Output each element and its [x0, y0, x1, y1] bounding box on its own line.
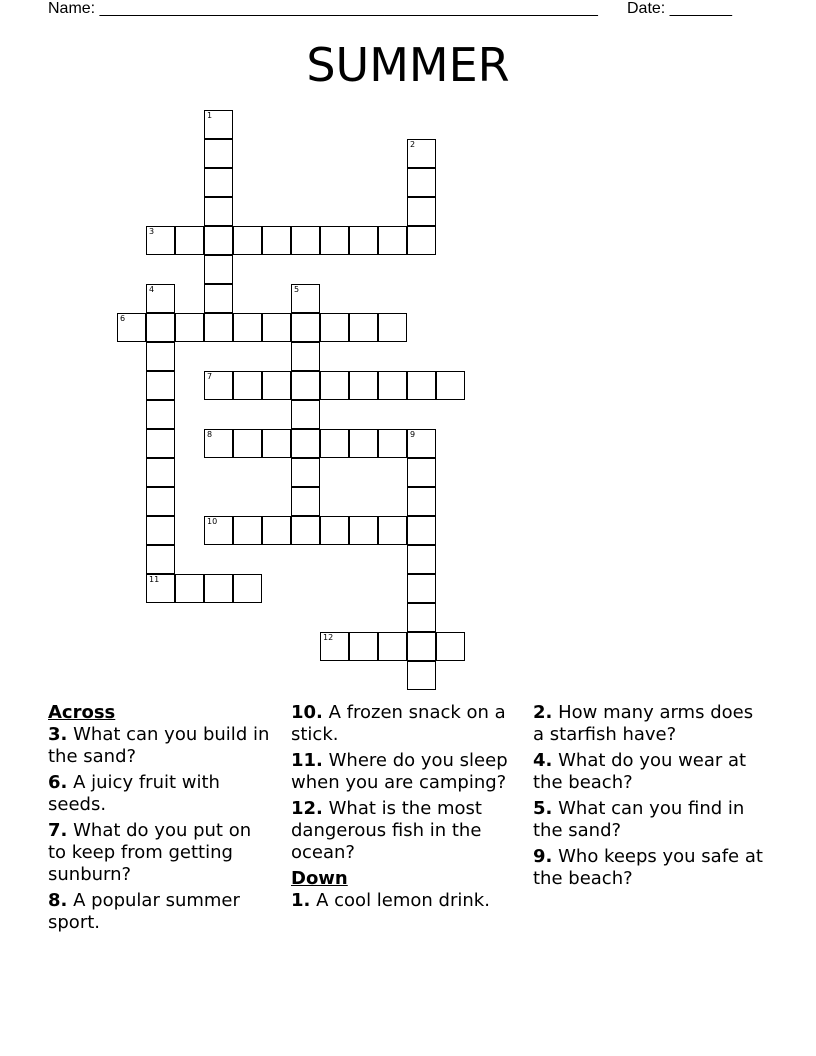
grid-cell[interactable] [146, 313, 175, 342]
grid-cell[interactable] [407, 661, 436, 690]
clue-text: A juicy fruit with seeds. [48, 772, 220, 815]
grid-cell[interactable] [146, 371, 175, 400]
date-field-label: Date: _______ [627, 0, 732, 17]
grid-cell[interactable] [436, 371, 465, 400]
grid-cell[interactable] [146, 516, 175, 545]
grid-cell[interactable] [204, 168, 233, 197]
cell-number: 12 [323, 633, 334, 642]
cell-number: 11 [149, 575, 160, 584]
cell-number: 10 [207, 517, 218, 526]
clue-down-5 [533, 798, 763, 842]
grid-cell[interactable] [407, 458, 436, 487]
grid-cell[interactable] [291, 371, 320, 400]
grid-cell[interactable] [146, 487, 175, 516]
grid-cell[interactable] [291, 487, 320, 516]
grid-cell[interactable] [349, 632, 378, 661]
grid-cell[interactable] [291, 429, 320, 458]
clue-text: A frozen snack on a stick. [291, 702, 506, 745]
grid-cell[interactable] [320, 516, 349, 545]
grid-cell[interactable] [204, 255, 233, 284]
clue-number: 7. [48, 820, 68, 841]
grid-cell[interactable] [175, 226, 204, 255]
clue-across-11 [291, 750, 519, 794]
grid-cell[interactable] [320, 313, 349, 342]
grid-cell[interactable] [378, 371, 407, 400]
grid-cell[interactable] [204, 429, 233, 458]
name-field-label: Name: ________________________________________________________ [48, 0, 598, 17]
grid-cell[interactable] [204, 197, 233, 226]
clue-number: 12. [291, 798, 323, 819]
clue-number: 9. [533, 846, 553, 867]
grid-cell[interactable] [320, 429, 349, 458]
grid-cell[interactable] [349, 226, 378, 255]
cell-number: 9 [410, 430, 416, 439]
cell-number: 8 [207, 430, 213, 439]
grid-cell[interactable] [146, 458, 175, 487]
clue-number: 2. [533, 702, 553, 723]
cell-number: 2 [410, 140, 416, 149]
grid-cell[interactable] [407, 168, 436, 197]
clue-number: 4. [533, 750, 553, 771]
grid-cell[interactable] [262, 226, 291, 255]
clue-down-9 [533, 846, 763, 890]
page-title: SUMMER [306, 38, 510, 92]
grid-cell[interactable] [204, 516, 233, 545]
grid-cell[interactable] [291, 284, 320, 313]
grid-cell[interactable] [349, 429, 378, 458]
clue-down-2 [533, 702, 763, 746]
grid-cell[interactable] [233, 313, 262, 342]
clue-text: Who keeps you safe at the beach? [533, 846, 763, 889]
grid-cell[interactable] [291, 342, 320, 371]
grid-cell[interactable] [204, 371, 233, 400]
clue-text: How many arms does a starfish have? [533, 702, 754, 745]
grid-cell[interactable] [291, 313, 320, 342]
grid-cell[interactable] [233, 226, 262, 255]
grid-cell[interactable] [349, 313, 378, 342]
clue-across-12 [291, 798, 519, 864]
grid-cell[interactable] [407, 197, 436, 226]
cell-number: 3 [149, 227, 155, 236]
clue-across-6 [48, 772, 270, 816]
grid-cell[interactable] [349, 371, 378, 400]
grid-cell[interactable] [146, 400, 175, 429]
grid-cell[interactable] [407, 545, 436, 574]
cell-number: 4 [149, 285, 155, 294]
cell-number: 7 [207, 372, 213, 381]
grid-cell[interactable] [378, 226, 407, 255]
grid-cell[interactable] [204, 139, 233, 168]
grid-cell[interactable] [407, 487, 436, 516]
grid-cell[interactable] [146, 342, 175, 371]
grid-cell[interactable] [175, 574, 204, 603]
down-heading: Down [291, 868, 348, 889]
grid-cell[interactable] [262, 371, 291, 400]
clue-number: 1. [291, 890, 311, 911]
clue-number: 8. [48, 890, 68, 911]
grid-cell[interactable] [407, 429, 436, 458]
clue-number: 6. [48, 772, 68, 793]
grid-cell[interactable] [146, 284, 175, 313]
grid-cell[interactable] [262, 429, 291, 458]
grid-cell[interactable] [407, 632, 436, 661]
clue-text: What do you put on to keep from getting sunburn? [48, 820, 252, 885]
grid-cell[interactable] [378, 516, 407, 545]
clue-across-7 [48, 820, 270, 886]
grid-cell[interactable] [262, 313, 291, 342]
grid-cell[interactable] [291, 516, 320, 545]
grid-cell[interactable] [146, 545, 175, 574]
grid-cell[interactable] [291, 458, 320, 487]
grid-cell[interactable] [407, 574, 436, 603]
grid-cell[interactable] [233, 371, 262, 400]
grid-cell[interactable] [262, 516, 291, 545]
clue-text: Where do you sleep when you are camping? [291, 750, 508, 793]
clue-number: 3. [48, 724, 68, 745]
grid-cell[interactable] [378, 632, 407, 661]
cell-number: 6 [120, 314, 126, 323]
grid-cell[interactable] [407, 516, 436, 545]
clue-number: 11. [291, 750, 323, 771]
grid-cell[interactable] [233, 429, 262, 458]
grid-cell[interactable] [291, 226, 320, 255]
clue-text: A popular summer sport. [48, 890, 240, 933]
clue-across-8 [48, 890, 270, 934]
grid-cell[interactable] [204, 110, 233, 139]
clue-column-3 [533, 702, 763, 894]
cell-number: 1 [207, 111, 213, 120]
grid-cell[interactable] [146, 226, 175, 255]
clue-number: 5. [533, 798, 553, 819]
grid-cell[interactable] [117, 313, 146, 342]
grid-cell[interactable] [204, 574, 233, 603]
clue-across-10 [291, 702, 519, 746]
clue-across-3 [48, 724, 270, 768]
grid-cell[interactable] [407, 371, 436, 400]
clue-text: What can you find in the sand? [533, 798, 745, 841]
across-heading: Across [48, 702, 116, 723]
grid-cell[interactable] [320, 226, 349, 255]
clue-down-1 [291, 890, 519, 912]
clue-down-4 [533, 750, 763, 794]
grid-cell[interactable] [204, 226, 233, 255]
grid-cell[interactable] [204, 313, 233, 342]
clue-text: What is the most dangerous fish in the ocean? [291, 798, 482, 863]
grid-cell[interactable] [378, 313, 407, 342]
grid-cell[interactable] [407, 226, 436, 255]
clue-text: What can you build in the sand? [48, 724, 270, 767]
grid-cell[interactable] [349, 516, 378, 545]
grid-cell[interactable] [146, 429, 175, 458]
cell-number: 5 [294, 285, 300, 294]
grid-cell[interactable] [378, 429, 407, 458]
grid-cell[interactable] [407, 603, 436, 632]
grid-cell[interactable] [291, 400, 320, 429]
clue-number: 10. [291, 702, 323, 723]
grid-cell[interactable] [175, 313, 204, 342]
clue-text: A cool lemon drink. [316, 890, 490, 911]
grid-cell[interactable] [436, 632, 465, 661]
grid-cell[interactable] [320, 632, 349, 661]
grid-cell[interactable] [233, 516, 262, 545]
grid-cell[interactable] [233, 574, 262, 603]
grid-cell[interactable] [320, 371, 349, 400]
clue-column-2 [291, 702, 519, 916]
clue-column-1 [48, 702, 270, 938]
grid-cell[interactable] [146, 574, 175, 603]
grid-cell[interactable] [407, 139, 436, 168]
grid-cell[interactable] [204, 284, 233, 313]
clue-text: What do you wear at the beach? [533, 750, 747, 793]
